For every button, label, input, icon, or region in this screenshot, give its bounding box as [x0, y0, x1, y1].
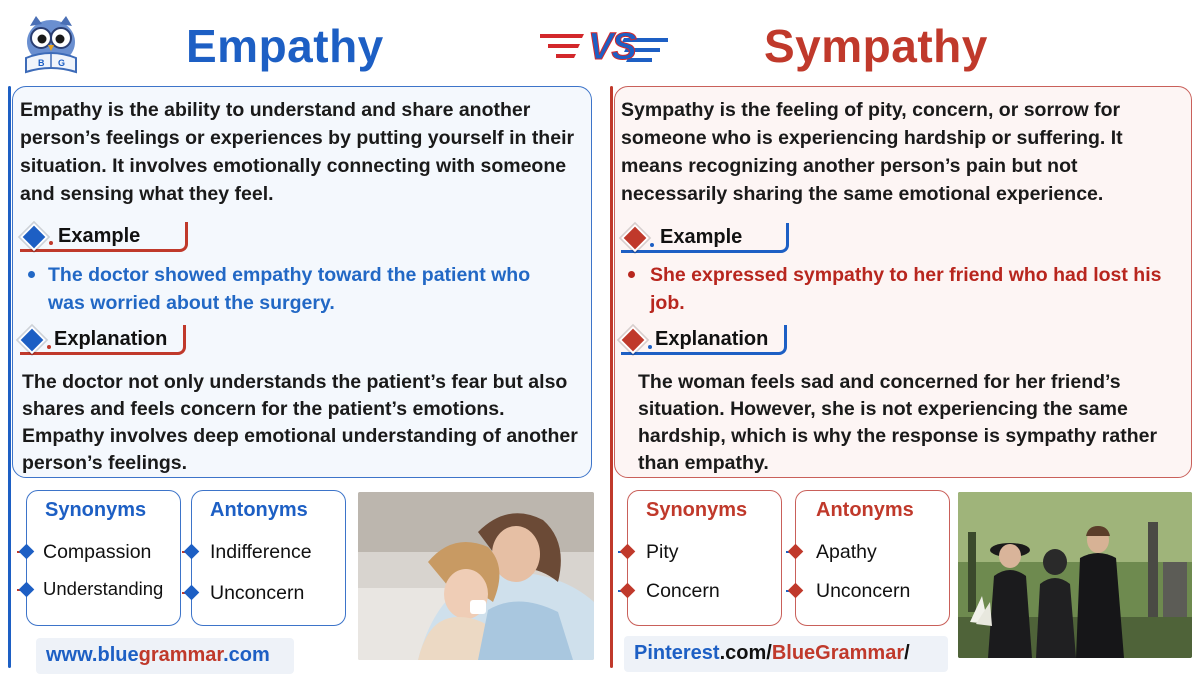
empathy-explanation-text: The doctor not only understands the patient’s fear but also shares and feels concern for the patient’s emotions. Empathy involves deep emotional understanding of another person’s feelings.	[22, 371, 578, 474]
diamond-bullet-icon	[184, 544, 200, 560]
empathy-antonyms-box	[191, 490, 346, 626]
right-accent-rule	[610, 86, 613, 668]
empathy-synonyms-box	[26, 490, 181, 626]
url-suffix: .com	[223, 644, 270, 666]
explanation-label: Explanation	[54, 328, 168, 350]
url-prefix: www.blue	[46, 644, 139, 666]
empathy-photo	[358, 492, 594, 660]
sympathy-explanation-text: The woman feels sad and concerned for her friend’s situation. However, she is not experiencing the same hardship, which is why the response is sympathy rather than empathy.	[638, 371, 1158, 474]
left-accent-rule	[8, 86, 11, 668]
sympathy-definition: Sympathy is the feeling of pity, concern, or sorrow for someone who is experiencing hardship or suffering. It means recognizing another person’s pain but not necessarily sharing the same emotional experience.	[621, 99, 1123, 205]
diamond-bullet-icon	[184, 585, 200, 601]
empathy-title: Empathy	[186, 20, 384, 72]
dot-icon	[49, 241, 53, 245]
empathy-example-text: The doctor showed empathy toward the patient who was worried about the surgery.	[48, 264, 531, 314]
pin-mid: .com/	[719, 642, 772, 664]
vs-badge	[540, 24, 668, 72]
antonym-item: Indifference	[210, 541, 312, 563]
dot-icon	[47, 345, 51, 349]
pinterest-url-box[interactable]	[624, 636, 948, 672]
empathy-example-heading	[20, 222, 188, 254]
diamond-bullet-icon	[620, 544, 636, 560]
synonyms-label: Synonyms	[646, 499, 748, 521]
synonym-item: Understanding	[43, 578, 164, 599]
diamond-bullet-icon	[19, 582, 35, 598]
dot-icon	[648, 345, 652, 349]
sympathy-synonyms-box	[627, 490, 782, 626]
pinterest-url	[634, 638, 910, 668]
pin-prefix: Pinterest	[634, 642, 720, 664]
explanation-label: Explanation	[655, 328, 769, 350]
antonyms-label: Antonyms	[210, 499, 308, 521]
sympathy-example-text: She expressed sympathy to her friend who had lost his job.	[650, 264, 1162, 314]
sympathy-photo	[958, 492, 1192, 658]
bullet-icon	[28, 271, 35, 278]
diamond-bullet-icon	[788, 583, 804, 599]
vs-text: VS	[588, 26, 635, 68]
empathy-explanation-heading	[20, 325, 188, 357]
antonym-item: Unconcern	[816, 580, 911, 602]
synonym-item: Compassion	[43, 541, 152, 563]
pin-suffix: /	[904, 642, 910, 664]
sympathy-example-heading	[621, 223, 789, 255]
diamond-bullet-icon	[788, 544, 804, 560]
owl-logo-icon	[18, 12, 84, 76]
diamond-bullet-icon	[19, 544, 35, 560]
example-label: Example	[58, 225, 141, 247]
antonym-item: Apathy	[816, 541, 877, 563]
synonyms-label: Synonyms	[45, 499, 147, 521]
synonym-item: Concern	[646, 580, 720, 602]
pin-brand: BlueGrammar	[771, 642, 905, 664]
synonym-item: Pity	[646, 541, 679, 563]
url-brand: grammar	[138, 644, 224, 666]
bullet-icon	[628, 271, 635, 278]
example-label: Example	[660, 226, 743, 248]
logo-letter-g: G	[58, 58, 66, 68]
sympathy-antonyms-box	[795, 490, 950, 626]
diamond-bullet-icon	[620, 583, 636, 599]
antonym-item: Unconcern	[210, 582, 305, 604]
website-url	[46, 640, 270, 670]
empathy-definition: Empathy is the ability to understand and share another person’s feelings or experiences by putting yourself in their situation. It involves emotionally connecting with someone and sensing what they feel.	[20, 99, 575, 205]
logo-letter-b: B	[38, 58, 45, 68]
dot-icon	[650, 243, 654, 247]
website-url-box[interactable]	[36, 638, 294, 674]
antonyms-label: Antonyms	[816, 499, 914, 521]
sympathy-explanation-heading	[621, 325, 789, 357]
sympathy-title: Sympathy	[764, 20, 988, 72]
